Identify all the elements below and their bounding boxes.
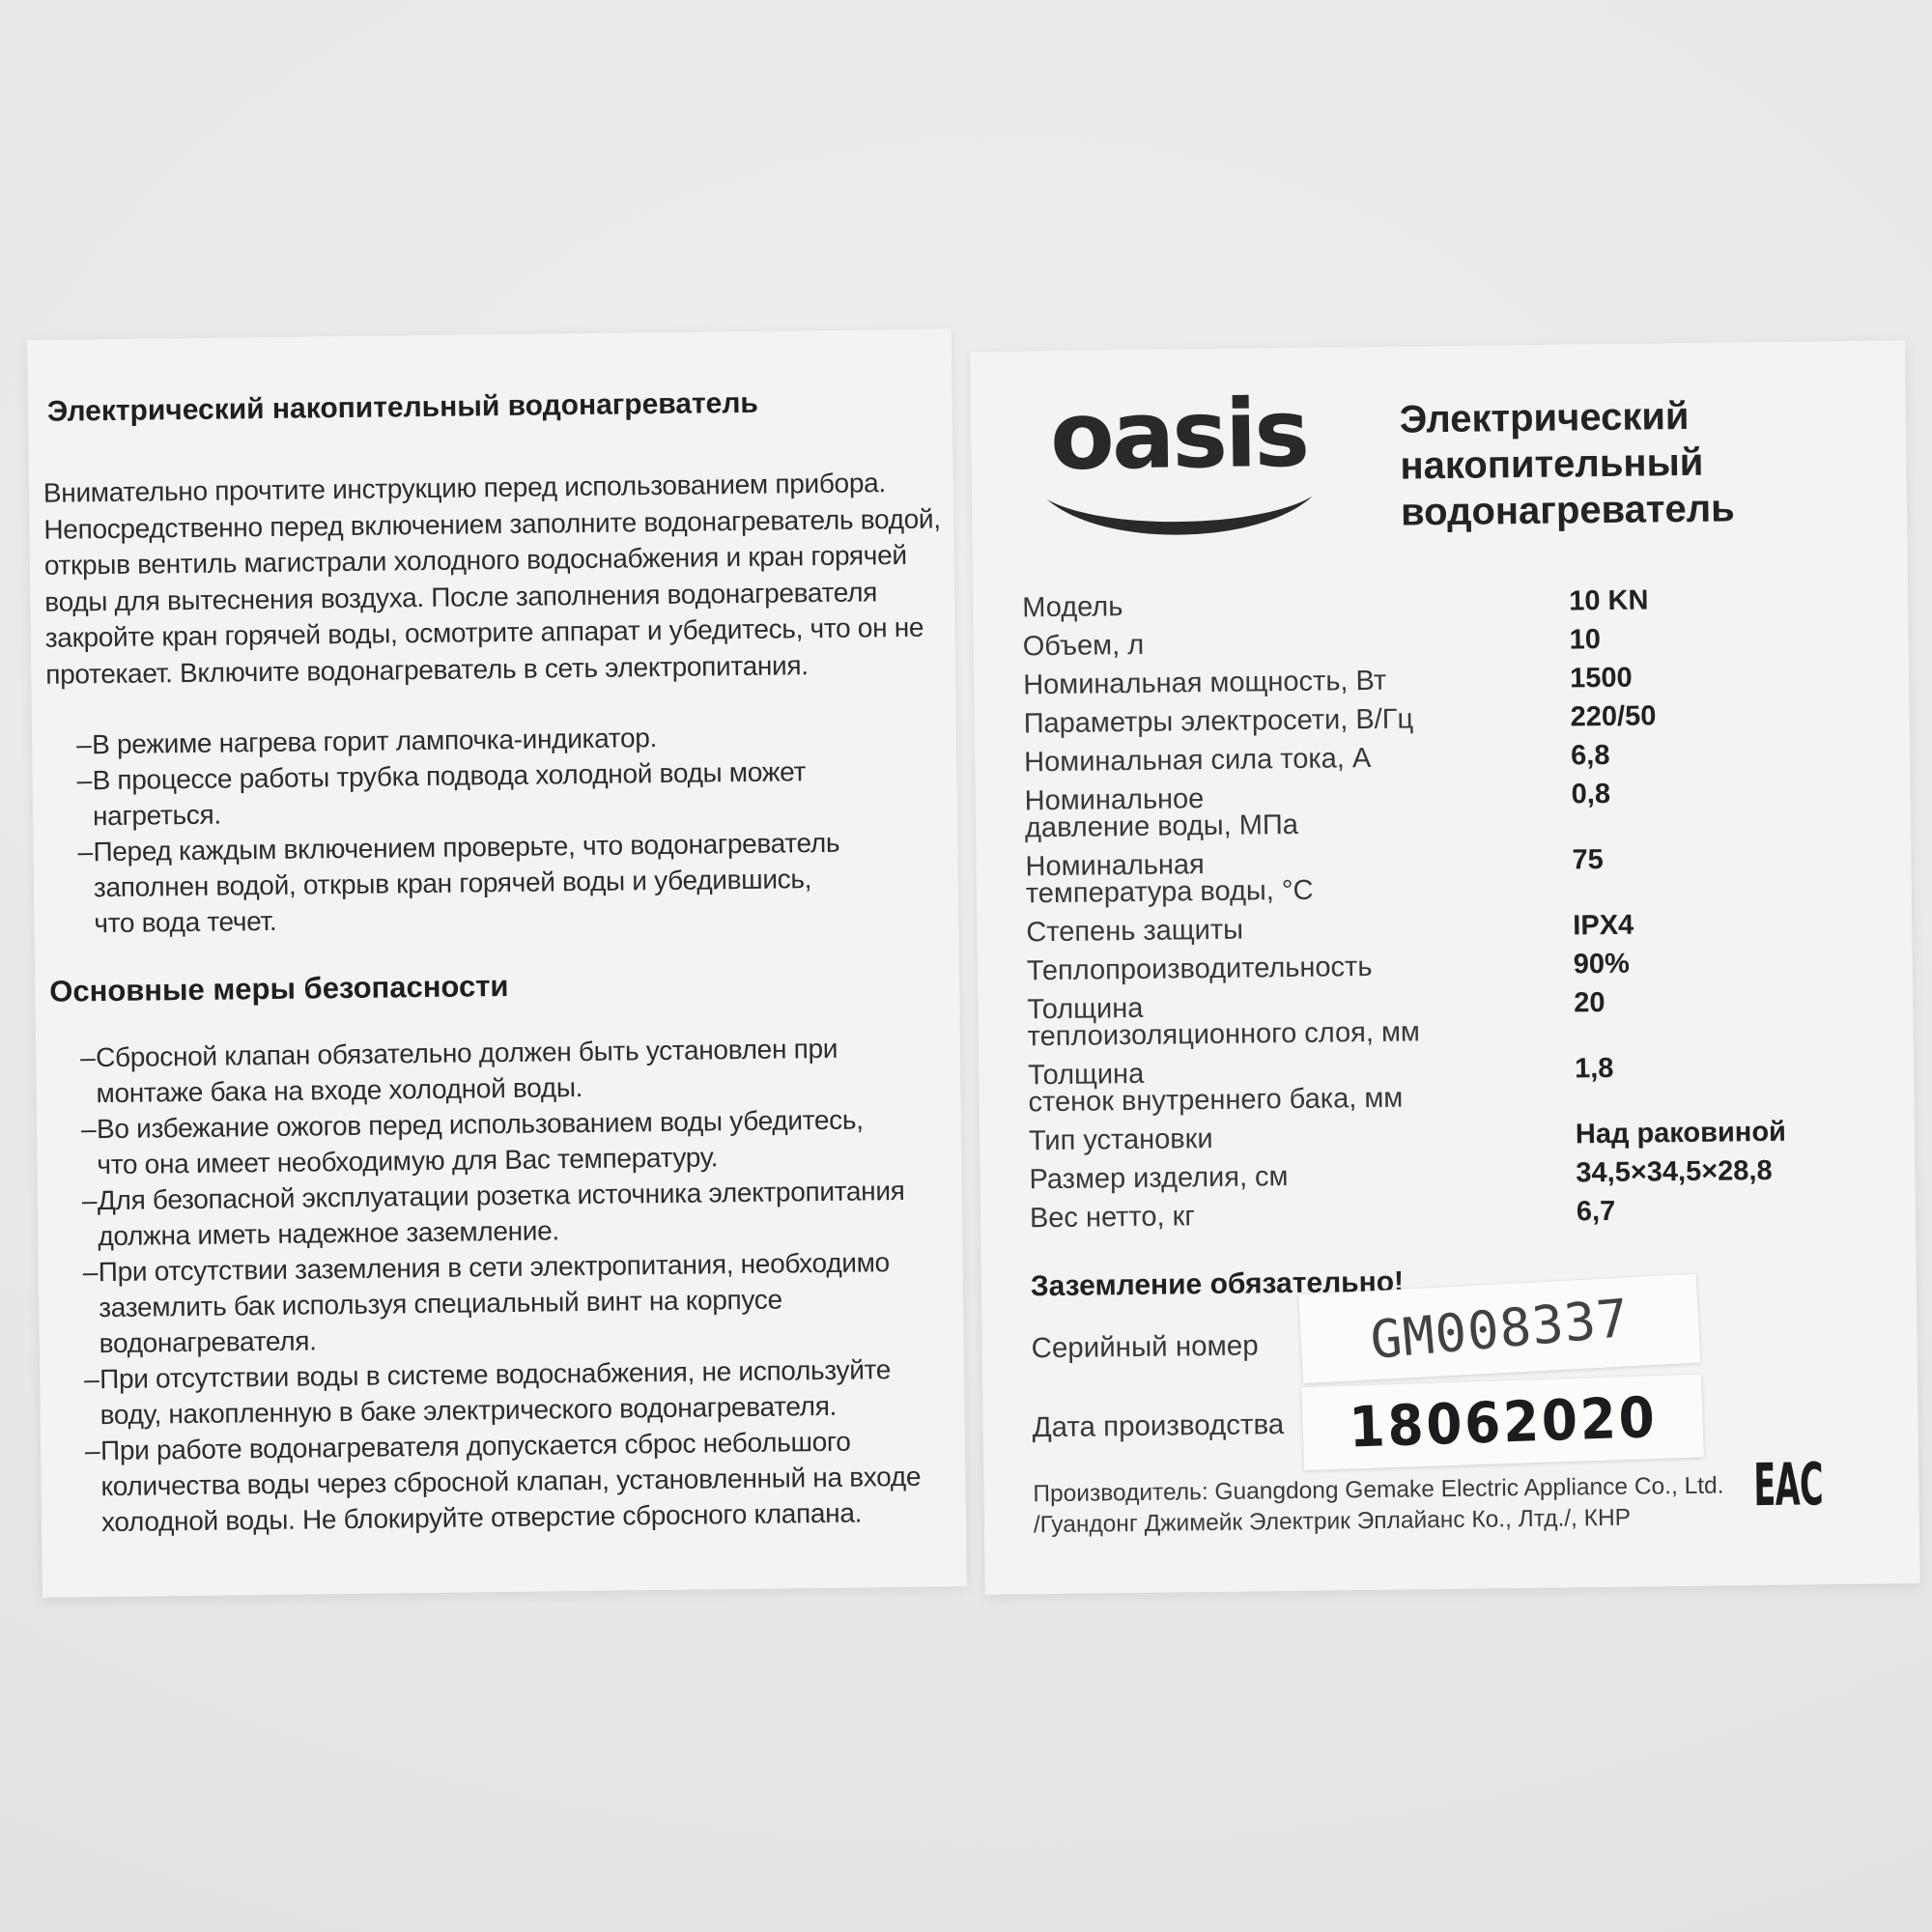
spec-value: 34,5×34,5×28,8 xyxy=(1576,1154,1773,1189)
list-item xyxy=(80,1029,961,1111)
safety-heading: Основные меры безопасности xyxy=(49,968,509,1009)
list-item xyxy=(82,1172,963,1254)
spec-label: Номинальная сила тока, А xyxy=(1024,742,1372,779)
eac-logo: EAC xyxy=(1752,1450,1824,1520)
serial-number-label: Серийный номер xyxy=(1031,1329,1259,1365)
spec-value: 220/50 xyxy=(1570,700,1657,733)
spec-value: 10 KN xyxy=(1569,584,1649,617)
spec-label: Размер изделия, см xyxy=(1029,1161,1289,1196)
production-date-sticker xyxy=(1301,1375,1704,1471)
spec-value: 6,8 xyxy=(1570,739,1610,772)
spec-label: Вес нетто, кг xyxy=(1029,1201,1196,1235)
spec-label: Номинальное давление воды, МПа xyxy=(1024,783,1299,844)
spec-value: 0,8 xyxy=(1571,778,1611,810)
production-date-label: Дата производства xyxy=(1032,1408,1285,1444)
spec-row xyxy=(1027,1051,1889,1119)
spec-value: 20 xyxy=(1574,987,1605,1019)
spec-value: 10 xyxy=(1569,624,1602,656)
list-item-text: При отсутствии воды в системе водоснабжения, не используйте воду, накопленную в баке электрического водонагревателя. xyxy=(99,1354,892,1431)
specifications-page xyxy=(970,340,1920,1595)
spec-page-title: Электрический накопительный водонагреватель xyxy=(1399,394,1735,534)
list-item xyxy=(83,1243,964,1361)
instructions-page xyxy=(27,328,967,1598)
list-item xyxy=(76,752,957,834)
manufacturer-note: Производитель: Guangdong Gemake Electric Appliance Co., Ltd. /Гуандонг Джимейк Электрик Эплайанс Ко., Лтд./, КНР xyxy=(1033,1472,1724,1539)
spec-row xyxy=(1024,738,1884,779)
oasis-swoosh-icon xyxy=(1041,492,1318,545)
spec-label: Тип установки xyxy=(1028,1122,1213,1157)
spec-label: Номинальная температура воды, °С xyxy=(1025,849,1314,910)
production-date-value: 18062020 xyxy=(1347,1384,1659,1461)
spec-label: Толщина стенок внутреннего бака, мм xyxy=(1027,1058,1404,1119)
list-item-text: Для безопасной эксплуатации розетка источника электропитания должна иметь надежное заземление. xyxy=(97,1175,905,1252)
spec-label: Параметры электросети, В/Гц xyxy=(1023,703,1414,740)
spec-value: 90% xyxy=(1573,948,1631,980)
list-item-text: Сбросной клапан обязательно должен быть установлен при монтаже бака на входе холодной воды. xyxy=(95,1033,838,1109)
list-item xyxy=(81,1100,962,1182)
list-item-text: В процессе работы трубка подвода холодной воды может нагреться. xyxy=(92,756,807,832)
usage-notes-list xyxy=(76,716,959,941)
spec-table xyxy=(1022,583,1889,1243)
spec-value: 1,8 xyxy=(1574,1052,1614,1085)
list-item xyxy=(77,823,958,941)
page-title: Электрический накопительный водонагреватель xyxy=(46,386,759,428)
spec-row xyxy=(1024,777,1886,844)
list-item-text: При работе водонагревателя допускается сброс небольшого количества воды через сбросной клапан, установленный на входе холодной воды. Не блокируйте отверстие сбросного клапана. xyxy=(99,1426,922,1538)
spec-row xyxy=(1026,947,1887,987)
spec-value: 6,7 xyxy=(1576,1195,1616,1228)
spec-value: IPX4 xyxy=(1573,909,1634,942)
spec-row xyxy=(1023,699,1884,740)
spec-row xyxy=(1026,908,1886,949)
grounding-note: Заземление обязательно! xyxy=(1030,1265,1405,1303)
spec-label: Модель xyxy=(1022,591,1123,624)
spec-row xyxy=(1029,1154,1889,1196)
oasis-logo-text: oasis xyxy=(1049,378,1308,491)
spec-value: 75 xyxy=(1572,844,1604,876)
list-item xyxy=(85,1422,966,1540)
list-item-text: В режиме нагрева горит лампочка-индикатор. xyxy=(91,723,658,760)
spec-label: Теплопроизводительность xyxy=(1026,951,1373,987)
list-item-text: Перед каждым включением проверьте, что водонагреватель заполнен водой, открыв кран горячей воды и убедившись, что вода течет. xyxy=(93,827,840,939)
spec-label: Номинальная мощность, Вт xyxy=(1023,665,1387,701)
spec-row xyxy=(1022,583,1882,624)
spec-value: 1500 xyxy=(1569,662,1633,695)
spec-value: Над раковиной xyxy=(1575,1116,1787,1151)
spec-label: Степень защиты xyxy=(1026,914,1244,949)
list-item xyxy=(84,1350,965,1433)
spec-row xyxy=(1025,842,1886,910)
oasis-logo xyxy=(1037,378,1320,546)
safety-notes-list xyxy=(80,1029,966,1540)
spec-row xyxy=(1027,985,1888,1053)
serial-number-value: GM008337 xyxy=(1368,1287,1632,1371)
intro-paragraph: Внимательно прочтите инструкцию перед использованием прибора. Непосредственно перед включением заполните водонагреватель водой, открыв вентиль магистрали холодного водоснабжения и кран горячей воды для вытеснения воздуха. После заполнения водонагревателя закройте кран горячей воды, осмотрите аппарат и убедитесь, что он не протекает. Включите водонагреватель в сеть электропитания. xyxy=(43,468,941,690)
spec-row xyxy=(1022,622,1883,663)
spec-row xyxy=(1029,1194,1889,1235)
spec-label: Толщина теплоизоляционного слоя, мм xyxy=(1027,992,1421,1053)
spec-label: Объем, л xyxy=(1022,629,1145,663)
spec-row xyxy=(1023,661,1883,701)
list-item-text: Во избежание ожогов перед использованием воды убедитесь, что она имеет необходимую для Вас температуру. xyxy=(96,1104,864,1180)
spec-row xyxy=(1028,1116,1889,1157)
list-item-text: При отсутствии заземления в сети электропитания, необходимо заземлить бак используя специальный винт на корпусе водонагревателя. xyxy=(98,1247,890,1359)
